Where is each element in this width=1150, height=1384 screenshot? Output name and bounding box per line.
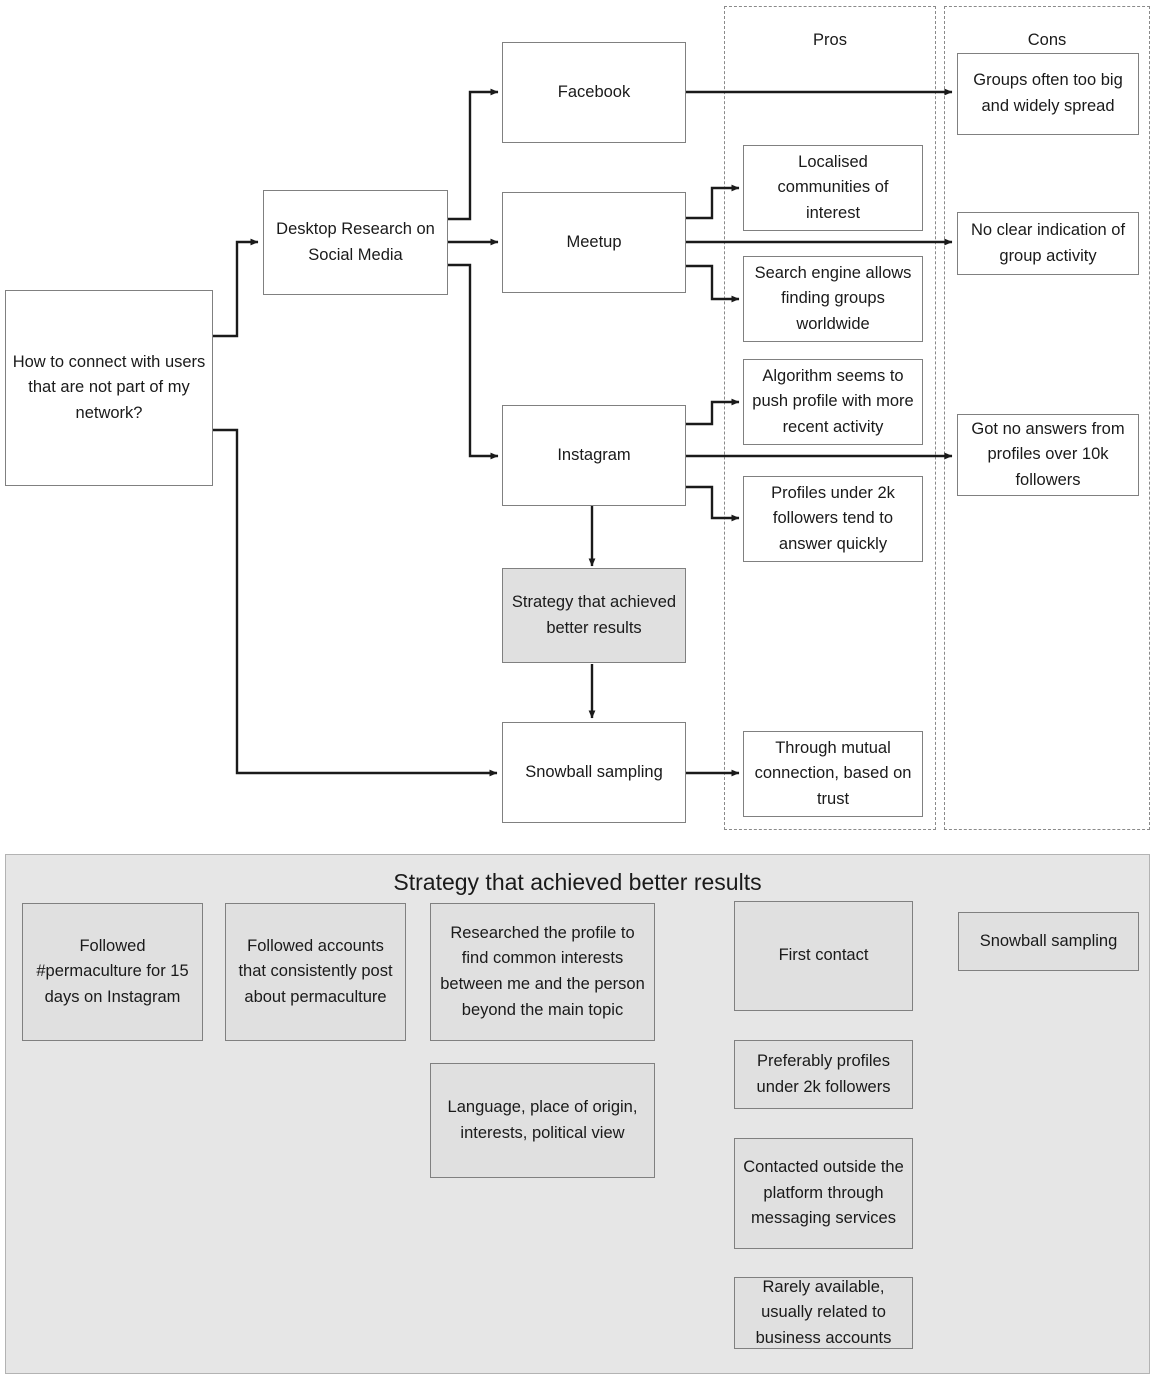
pro-search-engine[interactable]: Search engine allows finding groups worldwide bbox=[743, 256, 923, 342]
strategy-step-rarely-available[interactable]: Rarely available, usually related to business accounts bbox=[734, 1277, 913, 1349]
pro-mutual-connection-trust[interactable]: Through mutual connection, based on trust bbox=[743, 731, 923, 817]
strategy-step-followed-accounts[interactable]: Followed accounts that consistently post about permaculture bbox=[225, 903, 406, 1041]
strategy-step-followed-hashtag[interactable]: Followed #permaculture for 15 days on Instagram bbox=[22, 903, 203, 1041]
pro-algorithm-recent-activity[interactable]: Algorithm seems to push profile with more recent activity bbox=[743, 359, 923, 445]
strategy-panel-title: Strategy that achieved better results bbox=[393, 869, 762, 895]
node-instagram[interactable]: Instagram bbox=[502, 405, 686, 506]
pro-localised-communities[interactable]: Localised communities of interest bbox=[743, 145, 923, 231]
node-question[interactable]: How to connect with users that are not part of my network? bbox=[5, 290, 213, 486]
strategy-step-snowball-sampling[interactable]: Snowball sampling bbox=[958, 912, 1139, 971]
node-meetup[interactable]: Meetup bbox=[502, 192, 686, 293]
pros-column-label: Pros bbox=[813, 31, 847, 49]
strategy-step-researched-profile[interactable]: Researched the profile to find common interests between me and the person beyond the main topic bbox=[430, 903, 655, 1041]
pro-profiles-under-2k[interactable]: Profiles under 2k followers tend to answer quickly bbox=[743, 476, 923, 562]
cons-column-label: Cons bbox=[1027, 31, 1067, 49]
con-groups-too-big[interactable]: Groups often too big and widely spread bbox=[957, 53, 1139, 135]
strategy-step-first-contact[interactable]: First contact bbox=[734, 901, 913, 1011]
node-strategy[interactable]: Strategy that achieved better results bbox=[502, 568, 686, 663]
node-snowball-sampling[interactable]: Snowball sampling bbox=[502, 722, 686, 823]
strategy-step-preferably-under-2k[interactable]: Preferably profiles under 2k followers bbox=[734, 1040, 913, 1109]
strategy-step-profile-details[interactable]: Language, place of origin, interests, political view bbox=[430, 1063, 655, 1178]
con-no-clear-indication[interactable]: No clear indication of group activity bbox=[957, 212, 1139, 275]
strategy-step-contacted-outside[interactable]: Contacted outside the platform through messaging services bbox=[734, 1138, 913, 1249]
con-no-answers-10k[interactable]: Got no answers from profiles over 10k followers bbox=[957, 414, 1139, 496]
node-desktop-research[interactable]: Desktop Research on Social Media bbox=[263, 190, 448, 295]
node-facebook[interactable]: Facebook bbox=[502, 42, 686, 143]
